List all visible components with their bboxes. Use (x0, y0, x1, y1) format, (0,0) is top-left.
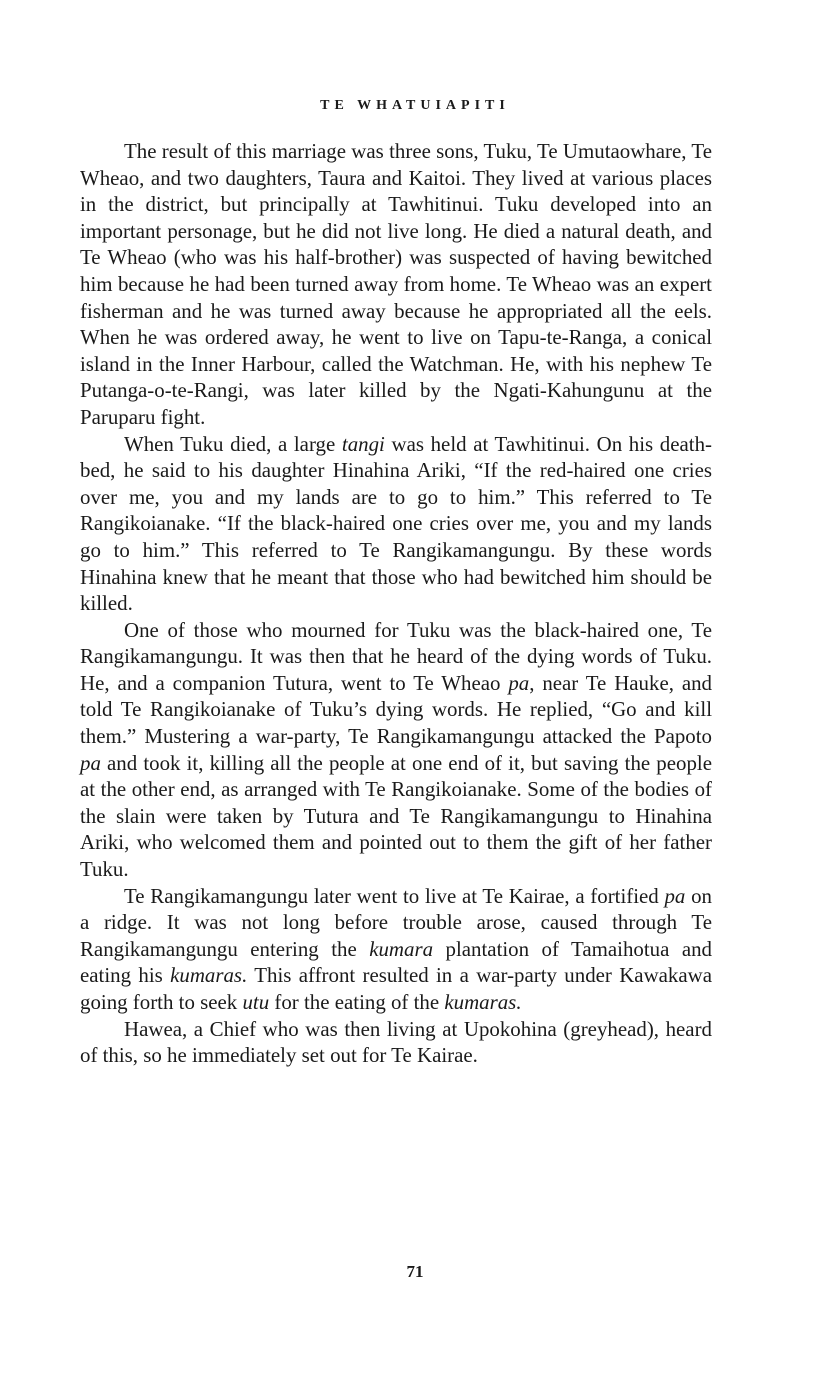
page-number: 71 (406, 1262, 424, 1281)
italic-term: tangi (341, 431, 385, 456)
text-run: on a ridge. It was not long before trouble arose, caused through Te Rangikamangungu entering the (80, 883, 712, 961)
text-run: Hawea, a Chief who was then living at Upokohina (greyhead), heard of this, so he immediately set out for Te Kairae. (80, 1016, 712, 1068)
text-run: and took it, killing all the people at one end of it, but saving the people at the other end, as arranged with Te Rangikoianake. Some of the bodies of the slain were taken by Tutura and Te Rangikamangungu to Hinahina Ariki, who welcomed them and pointed out to them the gift of her father Tuku. (80, 750, 712, 882)
paragraph-3 (80, 617, 712, 883)
italic-term: pa (508, 670, 530, 695)
italic-term: pa (80, 750, 101, 775)
text-run: This affront resulted in a war-party under Kawakawa going forth to seek (80, 963, 713, 1014)
italic-term: kumaras. (444, 990, 522, 1014)
italic-term: pa (664, 883, 686, 908)
italic-term: kumara (369, 936, 434, 961)
text-run: was held at Tawhitinui. On his death-bed, he said to his daughter Hinahina Ariki, “If the red-haired one cries over me, you and my lands are to go to him.” This referred to Te Rangikoianake. “If the black-haired one cries over me, you and my lands go to him.” This referred to Te Rangikamangungu. By these words Hinahina knew that he meant that those who had bewitched him should be killed. (80, 431, 712, 616)
paragraph-1 (80, 138, 712, 431)
text-run: for the eating of the (269, 990, 445, 1014)
italic-term: utu (242, 990, 270, 1014)
text-run: The result of this marriage was three sons, Tuku, Te Umutaowhare, Te Wheao, and two daughters, Taura and Kaitoi. They lived at various places in the district, but principally at Tawhitinui. Tuku developed into an important personage, but he did not live long. He died a natural death, and Te Wheao (who was his half-brother) was suspected of having bewitched him because he had been turned away from home. Te Wheao was an expert fisherman and he was turned away because he appropriated all the eels. When he was ordered away, he went to live on Tapu-te-Ranga, a conical island in the Inner Harbour, called the Watchman. He, with his nephew Te Putanga-o-te-Rangi, was later killed by the Ngati-Kahungunu at the Paruparu fight. (80, 139, 712, 429)
text-run: , near Te Hauke, and told Te Rangikoianake of Tuku’s dying words. He replied, “Go and kill them.” Mustering a war-party, Te Rangikamangungu attacked the Papoto (80, 670, 712, 749)
text-run: Te Rangikamangungu later went to live at Te Kairae, a fortified (124, 883, 665, 908)
text-run: When Tuku died, a large (124, 431, 342, 456)
text-run: plantation of Tamaihotua and eating his (80, 936, 712, 988)
running-head: TE WHATUIAPITI (320, 98, 510, 113)
italic-term: kumaras. (170, 963, 248, 988)
paragraph-4 (80, 883, 712, 1016)
text-run: One of those who mourned for Tuku was the black-haired one, Te Rangikamangungu. It was then that he heard of the dying words of Tuku. He, and a companion Tutura, went to Te Wheao (80, 617, 712, 695)
body-text (80, 138, 712, 1069)
paragraph-5 (80, 1016, 712, 1069)
paragraph-2 (80, 431, 712, 617)
